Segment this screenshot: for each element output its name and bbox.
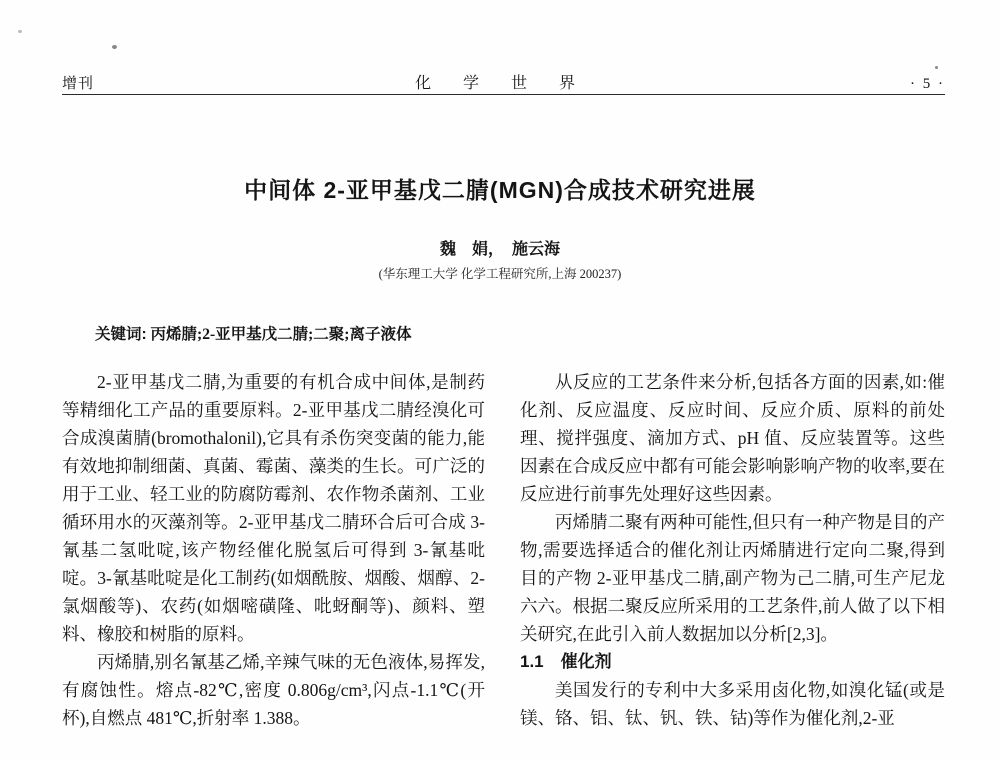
left-paragraph-2: 丙烯腈,别名氰基乙烯,辛辣气味的无色液体,易挥发,有腐蚀性。熔点-82℃,密度 0.806g/cm³,闪点-1.1℃(开杯),自燃点 481℃,折射率 1.388。 (62, 652, 485, 728)
left-column (62, 368, 485, 760)
page-number: · 5 · (910, 76, 945, 92)
scan-artifact (112, 45, 117, 49)
keywords-line (95, 322, 940, 344)
right-paragraph-2: 丙烯腈二聚有两种可能性,但只有一种产物是目的产物,需要选择适合的催化剂让丙烯腈进行定向二聚,得到目的产物 2-亚甲基戊二腈,副产物为己二腈,可生产尼龙六六。根据二聚反应所采用的工艺条件,前人做了以下相关研究,在此引入前人数据加以分析[2,3]。 (520, 512, 945, 644)
authors: 魏 娟， 施云海 (439, 241, 560, 258)
scan-artifact (935, 66, 938, 69)
section-heading-1-1: 1.1 催化剂 (520, 652, 612, 671)
right-column (520, 368, 945, 760)
keywords-label: 关键词: (95, 326, 147, 343)
issue-label: 增刊 (62, 76, 95, 92)
running-head (62, 70, 945, 93)
keywords-text: 丙烯腈;2-亚甲基戊二腈;二聚;离子液体 (150, 326, 412, 343)
affiliation: (华东理工大学 化学工程研究所,上海 200237) (378, 267, 622, 281)
right-paragraph-1: 从反应的工艺条件来分析,包括各方面的因素,如:催化剂、反应温度、反应时间、反应介质、原料的前处理、搅拌强度、滴加方式、pH 值、反应装置等。这些因素在合成反应中都有可能会影响影响产物的收率,要在反应进行前事先处理好这些因素。 (520, 372, 945, 504)
scan-artifact (18, 30, 22, 33)
journal-name: 化 学 世 界 (415, 75, 590, 92)
right-paragraph-3: 美国发行的专利中大多采用卤化物,如溴化锰(或是镁、铬、铝、钛、钒、铁、钴)等作为催化剂,2-亚 (520, 680, 945, 728)
paper-title: 中间体 2-亚甲基戊二腈(MGN)合成技术研究进展 (244, 177, 756, 203)
left-paragraph-1: 2-亚甲基戊二腈,为重要的有机合成中间体,是制药等精细化工产品的重要原料。2-亚甲基戊二腈经溴化可合成溴菌腈(bromothalonil),它具有杀伤突变菌的能力,能有效地抑制细菌、真菌、霉菌、藻类的生长。可广泛的用于工业、轻工业的防腐防霉剂、农作物杀菌剂、工业循环用水的灭藻剂等。2-亚甲基戊二腈环合后可合成 3-氰基二氢吡啶,该产物经催化脱氢后可得到 3-氰基吡啶。3-氰基吡啶是化工制药(如烟酰胺、烟酸、烟醇、2-氯烟酸等)、农药(如烟嘧磺隆、吡蚜酮等)、颜料、塑料、橡胶和树脂的原料。 (62, 372, 485, 644)
header-rule (62, 94, 945, 95)
